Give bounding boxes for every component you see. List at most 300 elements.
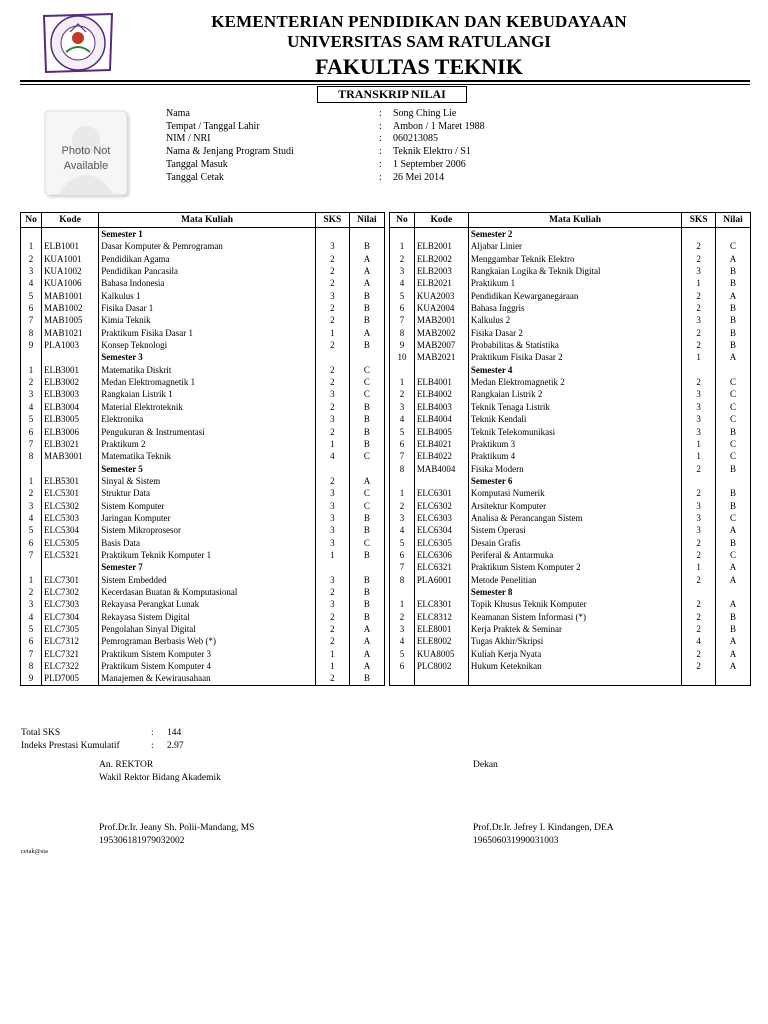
course-sks: 2 <box>682 598 716 610</box>
course-row <box>21 487 385 499</box>
course-grade: B <box>716 487 751 499</box>
course-name: Rangkaian Logika & Teknik Digital <box>468 265 681 277</box>
course-row <box>21 524 385 536</box>
course-name: Fisika Modern <box>468 463 681 475</box>
course-code: MAB2021 <box>414 351 468 363</box>
course-no: 2 <box>21 487 42 499</box>
cell-empty <box>42 351 99 363</box>
cell-empty <box>21 351 42 363</box>
course-no: 9 <box>390 339 415 351</box>
course-sks: 2 <box>682 302 716 314</box>
course-sks: 2 <box>315 364 349 376</box>
col-nilai: Nilai <box>716 213 751 228</box>
course-name: Medan Elektromagnetik 2 <box>468 376 681 388</box>
course-code: ELC7304 <box>42 611 99 623</box>
course-grade: A <box>349 327 384 339</box>
course-code: KUA1002 <box>42 265 99 277</box>
course-no: 4 <box>390 413 415 425</box>
signature-left-name: Prof.Dr.Ir. Jeany Sh. Polii-Mandang, MS <box>99 823 255 833</box>
info-row-nim: NIM / NRI : 060213085 <box>166 133 438 145</box>
cell-empty <box>414 364 468 376</box>
course-name: Konsep Teknologi <box>99 339 316 351</box>
cell-empty <box>390 475 415 487</box>
course-row <box>390 549 751 561</box>
course-name: Kecerdasan Buatan & Komputasional <box>99 586 316 598</box>
course-code: ELB4001 <box>414 376 468 388</box>
course-no: 1 <box>390 598 415 610</box>
course-code: ELB1001 <box>42 240 99 252</box>
course-sks: 2 <box>315 475 349 487</box>
course-code: ELC5301 <box>42 487 99 499</box>
course-grade: C <box>716 512 751 524</box>
cell-empty <box>42 561 99 573</box>
course-row <box>21 265 385 277</box>
course-code: ELC7312 <box>42 635 99 647</box>
cell-empty <box>682 672 716 685</box>
course-sks: 2 <box>315 401 349 413</box>
course-sks: 2 <box>315 426 349 438</box>
course-row <box>390 598 751 610</box>
course-sks: 2 <box>682 240 716 252</box>
course-code: ELC7305 <box>42 623 99 635</box>
course-name: Pendidikan Agama <box>99 253 316 265</box>
course-no: 5 <box>21 290 42 302</box>
course-grade: C <box>349 450 384 462</box>
course-grade: B <box>349 512 384 524</box>
signature-left-nip: 195306181979032002 <box>99 835 185 846</box>
signature-left-position: Wakil Rektor Bidang Akademik <box>99 772 221 783</box>
course-code: KUA1001 <box>42 253 99 265</box>
course-sks: 2 <box>315 314 349 326</box>
course-row <box>21 623 385 635</box>
course-sks: 1 <box>682 561 716 573</box>
course-no: 5 <box>21 623 42 635</box>
course-no: 1 <box>21 364 42 376</box>
course-no: 1 <box>390 487 415 499</box>
course-name: Praktikum Fisika Dasar 2 <box>468 351 681 363</box>
photo-placeholder-text-2: Available <box>63 160 109 172</box>
course-name: Rekayasa Perangkat Lunak <box>99 598 316 610</box>
cell-empty <box>716 475 751 487</box>
col-mata-kuliah: Mata Kuliah <box>468 213 681 228</box>
course-name: Sistem Embedded <box>99 574 316 586</box>
cell-empty <box>682 228 716 241</box>
course-no: 6 <box>21 537 42 549</box>
course-no: 3 <box>390 265 415 277</box>
course-grade: B <box>349 574 384 586</box>
course-no: 8 <box>390 463 415 475</box>
course-no: 7 <box>21 314 42 326</box>
cell-empty <box>716 364 751 376</box>
course-name: Kimia Teknik <box>99 314 316 326</box>
summary-ipk: Indeks Prestasi Kumulatif : 2.97 <box>21 740 184 751</box>
course-code: KUA8005 <box>414 648 468 660</box>
course-name: Menggambar Teknik Elektro <box>468 253 681 265</box>
summary <box>21 727 184 752</box>
course-grade: C <box>349 537 384 549</box>
course-code: ELE8002 <box>414 635 468 647</box>
course-name: Sinyal & Sistem <box>99 475 316 487</box>
semester-header-row <box>21 561 385 573</box>
course-code: ELC8301 <box>414 598 468 610</box>
course-grade: A <box>349 648 384 660</box>
course-code: ELB2002 <box>414 253 468 265</box>
cell-empty <box>468 672 681 685</box>
cell-empty <box>21 561 42 573</box>
course-row <box>390 376 751 388</box>
course-no: 6 <box>390 302 415 314</box>
course-no: 4 <box>390 524 415 536</box>
course-row <box>390 524 751 536</box>
col-mata-kuliah: Mata Kuliah <box>99 213 316 228</box>
col-kode: Kode <box>414 213 468 228</box>
course-code: ELC5304 <box>42 524 99 536</box>
course-sks: 1 <box>315 438 349 450</box>
course-code: ELC7303 <box>42 598 99 610</box>
course-row <box>390 339 751 351</box>
transcript-table-left <box>20 212 385 686</box>
course-row <box>21 339 385 351</box>
course-code: ELC8312 <box>414 611 468 623</box>
col-sks: SKS <box>682 213 716 228</box>
course-grade: B <box>716 611 751 623</box>
course-grade: B <box>349 586 384 598</box>
course-sks: 2 <box>682 253 716 265</box>
cell-empty <box>682 475 716 487</box>
course-row <box>21 660 385 672</box>
document-title: TRANSKRIP NILAI <box>317 86 467 103</box>
semester-header-row <box>21 351 385 363</box>
course-grade: A <box>349 475 384 487</box>
course-grade: A <box>349 635 384 647</box>
course-code: KUA1006 <box>42 277 99 289</box>
course-row <box>21 438 385 450</box>
course-row <box>21 388 385 400</box>
course-grade: B <box>349 401 384 413</box>
course-sks: 2 <box>682 290 716 302</box>
course-grade: A <box>716 574 751 586</box>
course-row <box>390 265 751 277</box>
course-row <box>390 463 751 475</box>
course-grade: B <box>349 438 384 450</box>
course-name: Kuliah Kerja Nyata <box>468 648 681 660</box>
course-no: 6 <box>21 302 42 314</box>
course-no: 7 <box>390 450 415 462</box>
course-sks: 3 <box>315 537 349 549</box>
course-name: Komputasi Numerik <box>468 487 681 499</box>
course-code: PLC8002 <box>414 660 468 672</box>
course-no: 9 <box>21 672 42 685</box>
course-name: Hukum Keteknikan <box>468 660 681 672</box>
course-sks: 1 <box>315 648 349 660</box>
course-row <box>390 302 751 314</box>
course-sks: 2 <box>682 574 716 586</box>
course-row <box>390 290 751 302</box>
course-code: ELC5303 <box>42 512 99 524</box>
course-grade: B <box>349 524 384 536</box>
course-no: 5 <box>390 426 415 438</box>
course-no: 2 <box>21 376 42 388</box>
course-sks: 4 <box>315 450 349 462</box>
course-no: 2 <box>390 253 415 265</box>
course-row <box>390 314 751 326</box>
course-name: Matematika Teknik <box>99 450 316 462</box>
course-grade: B <box>349 598 384 610</box>
course-row <box>21 500 385 512</box>
course-grade: B <box>349 426 384 438</box>
course-code: KUA2003 <box>414 290 468 302</box>
course-row <box>390 426 751 438</box>
course-grade: C <box>716 401 751 413</box>
course-name: Jaringan Komputer <box>99 512 316 524</box>
course-row <box>21 314 385 326</box>
course-sks: 2 <box>682 623 716 635</box>
signature-left <box>99 759 221 784</box>
course-name: Praktikum Sistem Komputer 2 <box>468 561 681 573</box>
course-sks: 2 <box>315 376 349 388</box>
course-name: Periferal & Antarmuka <box>468 549 681 561</box>
course-grade: B <box>716 463 751 475</box>
course-code: PLA1003 <box>42 339 99 351</box>
course-row <box>390 401 751 413</box>
course-row <box>21 376 385 388</box>
cell-empty <box>21 228 42 241</box>
ministry-name: KEMENTERIAN PENDIDIKAN DAN KEBUDAYAAN <box>211 12 627 31</box>
course-grade: A <box>716 351 751 363</box>
course-code: ELC5305 <box>42 537 99 549</box>
course-no: 6 <box>390 549 415 561</box>
course-no: 8 <box>390 574 415 586</box>
course-row <box>390 611 751 623</box>
course-row <box>21 475 385 487</box>
course-name: Basis Data <box>99 537 316 549</box>
course-name: Sistem Mikroprosesor <box>99 524 316 536</box>
cell-empty <box>21 463 42 475</box>
course-sks: 3 <box>315 574 349 586</box>
course-row <box>21 672 385 685</box>
course-name: Pengukuran & Instrumentasi <box>99 426 316 438</box>
course-code: ELC6305 <box>414 537 468 549</box>
signature-right-nip: 196506031990031003 <box>473 835 559 846</box>
course-grade: B <box>349 314 384 326</box>
course-code: ELB3005 <box>42 413 99 425</box>
course-code: MAB1001 <box>42 290 99 302</box>
transcript-table-right <box>389 212 751 686</box>
course-sks: 2 <box>315 623 349 635</box>
course-name: Elektronika <box>99 413 316 425</box>
course-name: Sistem Operasi <box>468 524 681 536</box>
course-sks: 3 <box>315 500 349 512</box>
course-grade: C <box>349 500 384 512</box>
course-name: Praktikum Sistem Komputer 3 <box>99 648 316 660</box>
course-no: 2 <box>21 586 42 598</box>
course-sks: 3 <box>682 512 716 524</box>
course-name: Kalkulus 2 <box>468 314 681 326</box>
course-grade: B <box>349 339 384 351</box>
course-grade: A <box>349 660 384 672</box>
course-row <box>21 586 385 598</box>
course-name: Fisika Dasar 1 <box>99 302 316 314</box>
faculty-name: FAKULTAS TEKNIK <box>315 54 523 79</box>
course-sks: 2 <box>315 672 349 685</box>
semester-label: Semester 7 <box>99 561 316 573</box>
course-code: ELC5321 <box>42 549 99 561</box>
course-name: Rekayasa Sistem Digital <box>99 611 316 623</box>
course-sks: 3 <box>682 388 716 400</box>
course-name: Kalkulus 1 <box>99 290 316 302</box>
course-grade: B <box>716 277 751 289</box>
course-no: 1 <box>21 475 42 487</box>
col-kode: Kode <box>42 213 99 228</box>
cell-empty <box>682 364 716 376</box>
semester-header-row <box>390 364 751 376</box>
course-grade: B <box>349 302 384 314</box>
course-code: PLD7005 <box>42 672 99 685</box>
course-no: 6 <box>21 426 42 438</box>
semester-label: Semester 5 <box>99 463 316 475</box>
course-no: 5 <box>390 537 415 549</box>
course-sks: 3 <box>315 413 349 425</box>
signature-right-name: Prof.Dr.Ir. Jefrey I. Kindangen, DEA <box>473 823 614 833</box>
course-grade: B <box>349 672 384 685</box>
course-row <box>21 290 385 302</box>
course-code: ELB3002 <box>42 376 99 388</box>
course-row <box>390 253 751 265</box>
course-row <box>21 302 385 314</box>
course-code: ELB4021 <box>414 438 468 450</box>
cell-empty <box>349 463 384 475</box>
course-row <box>390 450 751 462</box>
course-sks: 2 <box>315 253 349 265</box>
course-sks: 3 <box>682 500 716 512</box>
course-no: 6 <box>390 660 415 672</box>
cell-empty <box>414 586 468 598</box>
cell-empty <box>315 228 349 241</box>
course-row <box>390 351 751 363</box>
course-row <box>21 413 385 425</box>
course-no: 5 <box>21 524 42 536</box>
course-row <box>21 512 385 524</box>
course-grade: B <box>716 500 751 512</box>
course-grade: C <box>349 376 384 388</box>
info-row-birth: Tempat / Tanggal Lahir : Ambon / 1 Maret 1988 <box>166 120 485 132</box>
course-no: 4 <box>390 635 415 647</box>
course-grade: B <box>349 290 384 302</box>
course-no: 7 <box>390 561 415 573</box>
cell-empty <box>716 228 751 241</box>
course-row <box>390 240 751 252</box>
course-name: Rangkaian Listrik 2 <box>468 388 681 400</box>
course-name: Bahasa Indonesia <box>99 277 316 289</box>
course-name: Keamanan Sistem Informasi (*) <box>468 611 681 623</box>
course-code: MAB2001 <box>414 314 468 326</box>
course-sks: 1 <box>315 327 349 339</box>
cell-empty <box>390 586 415 598</box>
course-grade: A <box>349 253 384 265</box>
course-sks: 2 <box>315 611 349 623</box>
course-row <box>390 500 751 512</box>
course-no: 3 <box>390 623 415 635</box>
course-grade: A <box>716 524 751 536</box>
course-code: ELB3003 <box>42 388 99 400</box>
course-sks: 2 <box>682 549 716 561</box>
course-name: Sistem Komputer <box>99 500 316 512</box>
course-row <box>390 623 751 635</box>
course-no: 1 <box>21 240 42 252</box>
course-sks: 1 <box>682 438 716 450</box>
course-row <box>390 648 751 660</box>
course-sks: 2 <box>682 648 716 660</box>
course-grade: A <box>716 635 751 647</box>
course-name: Teknik Telekomunikasi <box>468 426 681 438</box>
col-sks: SKS <box>315 213 349 228</box>
course-name: Teknik Kendali <box>468 413 681 425</box>
course-code: ELB3004 <box>42 401 99 413</box>
course-no: 2 <box>21 253 42 265</box>
course-no: 3 <box>21 500 42 512</box>
semester-label: Semester 4 <box>468 364 681 376</box>
cell-empty <box>42 463 99 475</box>
course-sks: 1 <box>682 277 716 289</box>
course-grade: B <box>716 265 751 277</box>
course-no: 2 <box>390 388 415 400</box>
course-no: 4 <box>390 277 415 289</box>
cell-empty <box>716 586 751 598</box>
col-no: No <box>390 213 415 228</box>
course-sks: 3 <box>315 524 349 536</box>
course-name: Bahasa Inggris <box>468 302 681 314</box>
cell-empty <box>315 463 349 475</box>
course-sks: 2 <box>315 635 349 647</box>
course-code: ELB4004 <box>414 413 468 425</box>
cell-empty <box>390 228 415 241</box>
semester-label: Semester 2 <box>468 228 681 241</box>
course-name: Praktikum 3 <box>468 438 681 450</box>
course-sks: 2 <box>682 537 716 549</box>
course-sks: 2 <box>682 327 716 339</box>
course-code: ELC7302 <box>42 586 99 598</box>
course-row <box>21 327 385 339</box>
course-grade: A <box>716 290 751 302</box>
course-no: 4 <box>21 611 42 623</box>
course-code: PLA6001 <box>414 574 468 586</box>
course-sks: 1 <box>315 549 349 561</box>
course-grade: A <box>349 277 384 289</box>
course-row <box>21 549 385 561</box>
summary-total-sks: Total SKS : 144 <box>21 728 182 738</box>
course-code: ELB4005 <box>414 426 468 438</box>
course-sks: 2 <box>315 302 349 314</box>
course-grade: C <box>349 388 384 400</box>
signature-left-title: An. REKTOR <box>99 760 154 770</box>
semester-header-row <box>390 586 751 598</box>
course-name: Probabilitas & Statistika <box>468 339 681 351</box>
info-row-name: Nama : Song Ching Lie <box>166 108 457 119</box>
course-no: 1 <box>21 574 42 586</box>
course-code: MAB1021 <box>42 327 99 339</box>
course-sks: 1 <box>682 450 716 462</box>
course-no: 1 <box>390 240 415 252</box>
course-grade: A <box>349 623 384 635</box>
course-sks: 3 <box>315 598 349 610</box>
header-divider-thin <box>20 84 750 85</box>
course-grade: C <box>716 240 751 252</box>
student-photo-placeholder <box>44 110 132 200</box>
course-no: 10 <box>390 351 415 363</box>
course-name: Material Elektroteknik <box>99 401 316 413</box>
course-name: Dasar Komputer & Pemrograman <box>99 240 316 252</box>
course-name: Praktikum 1 <box>468 277 681 289</box>
